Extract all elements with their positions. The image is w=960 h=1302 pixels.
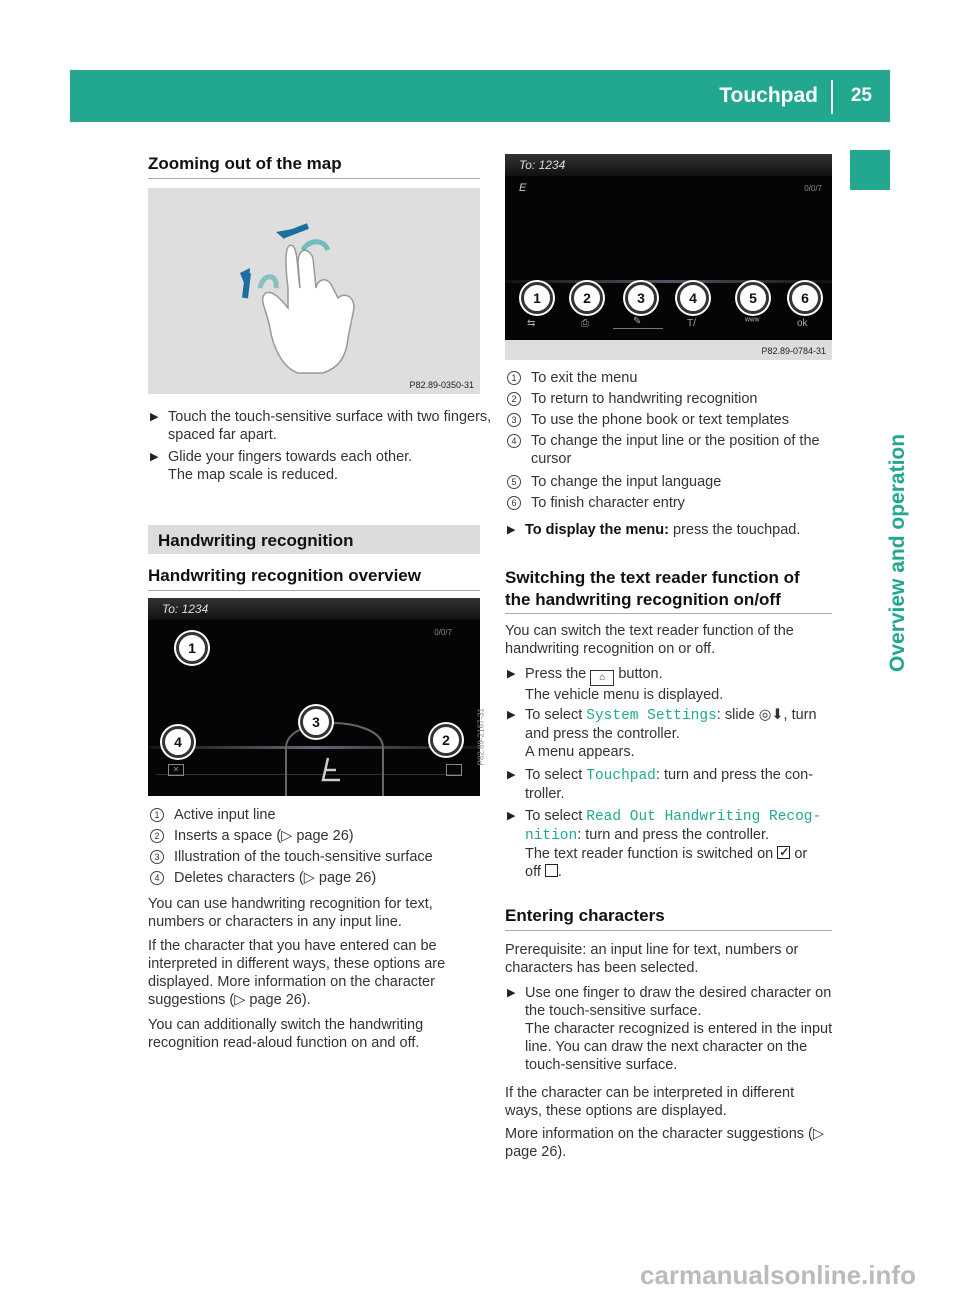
paragraph: More information on the character suggestions (▷ page 26). <box>505 1126 825 1160</box>
switch-heading: Switching the text reader function of the handwriting recognition on/off <box>505 568 800 609</box>
watermark: carmanualsonline.info <box>640 1260 916 1290</box>
menu-legend-4: 4 To change the input line or the position of the cursor <box>505 432 841 468</box>
step-arrow-icon: ▶ <box>507 524 516 536</box>
callout-4: 4 <box>677 282 709 314</box>
touchpad-surface-icon <box>278 718 398 796</box>
zoom-illustration <box>148 188 480 394</box>
step-draw-character: ▶ Use one finger to draw the desired character on the touch-sensitive surface. The character recognized is entered in the input line. You can draw the next character on the touch-sensitive surface. <box>507 985 833 1073</box>
callout-2: 2 <box>571 282 603 314</box>
header-title: Touchpad <box>719 84 818 107</box>
section-title: Handwriting recognition <box>158 531 354 550</box>
exit-menu-icon: ⇆ <box>527 318 536 329</box>
zoom-step-1: ▶ Touch the touch-sensitive surface with two fingers, spaced far apart. <box>150 409 492 443</box>
paragraph: If the character can be interpreted in different ways, these options are displayed. <box>505 1085 795 1119</box>
divider <box>505 930 832 931</box>
step-arrow-icon: ▶ <box>507 769 516 781</box>
step-arrow-icon: ▶ <box>507 668 516 680</box>
handwriting-icon: ⎙ <box>581 318 589 329</box>
step-arrow-icon: ▶ <box>150 451 159 463</box>
char-counter: 0/0/7 <box>804 184 822 193</box>
zoom-step-2: ▶ Glide your fingers towards each other. The map scale is reduced. <box>150 449 413 483</box>
legend-item-2: 2 Inserts a space (▷ page 26) <box>148 827 504 845</box>
space-icon <box>446 764 462 776</box>
menu-legend-6: 6 To finish character entry <box>505 494 858 512</box>
step-arrow-icon: ▶ <box>507 810 516 822</box>
checkbox-checked-icon: ✓ <box>779 845 790 859</box>
legend-item-4: 4 Deletes characters (▷ page 26) <box>148 869 504 887</box>
step-arrow-icon: ▶ <box>150 411 159 423</box>
ok-icon: ok <box>797 318 808 329</box>
menu-legend-5: 5 To change the input language <box>505 473 858 491</box>
step-read-out: ▶ To select Read Out Handwriting Recog‐ nition: turn and press the controller. The text reader function is switched on ✓ or off . <box>507 808 822 880</box>
divider <box>505 613 832 614</box>
step-arrow-icon: ▶ <box>507 987 516 999</box>
phonebook-icon: ✎ <box>633 316 642 327</box>
callout-6: 6 <box>789 282 821 314</box>
menu-legend-3: 3 To use the phone book or text templates <box>505 411 858 429</box>
header-divider <box>831 80 833 114</box>
paragraph: Prerequisite: an input line for text, numbers or characters has been selected. <box>505 942 799 976</box>
callout-5: 5 <box>737 282 769 314</box>
input-letter: E <box>519 182 527 194</box>
char-counter: 0/0/7 <box>434 628 452 637</box>
step-system-settings: ▶ To select System Settings: slide ◎⬇, turn and press the controller. A menu appears. <box>507 707 817 760</box>
callout-1: 1 <box>521 282 553 314</box>
overview-heading: Handwriting recognition overview <box>148 566 421 585</box>
language-icon: ʷʷʷ <box>745 316 760 327</box>
page-header <box>70 70 890 122</box>
cursor-icon: T/ <box>687 318 696 329</box>
divider <box>148 178 480 179</box>
input-line-text: To: 1234 <box>519 158 566 172</box>
section-bar <box>148 525 480 554</box>
callout-3: 3 <box>625 282 657 314</box>
handwriting-screen-image <box>148 598 485 796</box>
image-code: P82.89-2167-31 <box>476 708 485 766</box>
image-code: P82.89-0350-31 <box>409 380 474 390</box>
display-menu-step: ▶ To display the menu: press the touchpad. <box>507 522 801 538</box>
checkbox-empty-icon <box>545 864 558 877</box>
paragraph: You can additionally switch the handwriting recognition read-aloud function on and off. <box>148 1017 424 1051</box>
step-press-button: ▶ Press the ⌂ button. The vehicle menu is displayed. <box>507 666 724 703</box>
side-tab <box>852 192 909 672</box>
delete-icon: ✕ <box>168 764 184 776</box>
menu-legend-2: 2 To return to handwriting recognition <box>505 390 858 408</box>
legend-item-1: 1 Active input line <box>148 806 504 824</box>
callout-1: 1 <box>176 632 208 664</box>
callout-4: 4 <box>162 726 194 758</box>
menu-screen-image <box>505 154 832 360</box>
image-code: P82.89-0784-31 <box>761 346 826 356</box>
legend-item-3: 3 Illustration of the touch-sensitive surface <box>148 848 504 866</box>
menu-legend-1: 1 To exit the menu <box>505 369 858 387</box>
paragraph: If the character that you have entered can be interpreted in different ways, these options are displayed. More information on the character suggestions (▷ page 26). <box>148 938 446 1008</box>
entering-heading: Entering characters <box>505 906 665 925</box>
step-arrow-icon: ▶ <box>507 709 516 721</box>
vehicle-button-icon: ⌂ <box>590 670 614 686</box>
callout-3: 3 <box>300 706 332 738</box>
divider <box>148 590 480 591</box>
paragraph: You can switch the text reader function of the handwriting recognition on or off. <box>505 623 794 657</box>
paragraph: You can use handwriting recognition for text, numbers or characters in any input line. <box>148 896 433 930</box>
page-number: 25 <box>850 85 872 106</box>
side-tab-block <box>850 150 890 190</box>
callout-2: 2 <box>430 724 462 756</box>
zoom-heading: Zooming out of the map <box>148 154 342 173</box>
side-tab-label: Overview and operation <box>886 433 909 672</box>
step-touchpad: ▶ To select Touchpad: turn and press the con- troller. <box>507 767 814 802</box>
pinch-hand-icon <box>148 188 480 394</box>
input-line-text: To: 1234 <box>162 602 209 616</box>
